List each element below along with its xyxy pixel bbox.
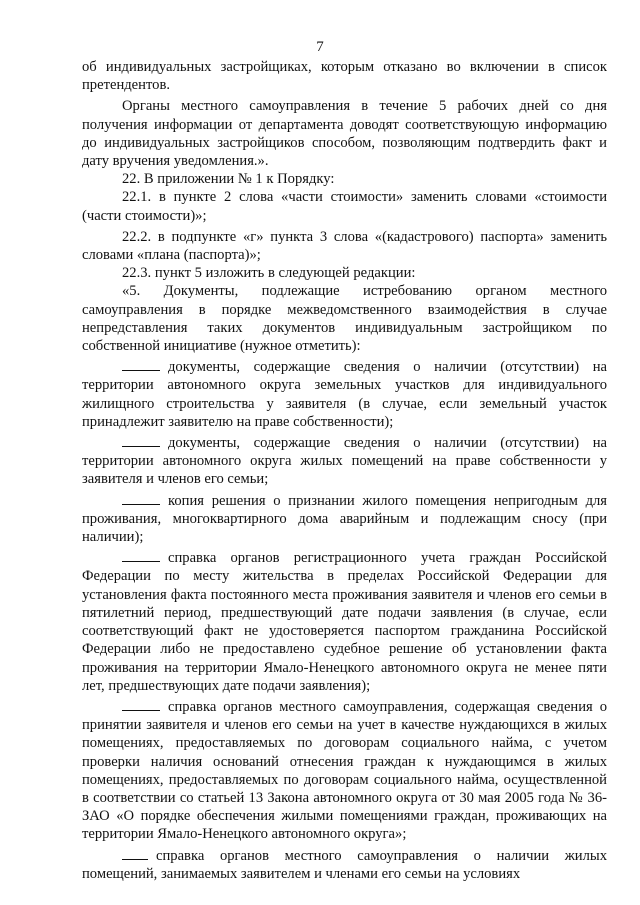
checklist-item-text: документы, содержащие сведения о наличии (отсутствии) на территории автономного округа жилых помещений на праве собственности у заявителя и членов его семьи; — [82, 435, 607, 488]
paragraph: «5. Документы, подлежащие истребованию органом местного самоуправления в порядке межведомственного взаимодействия в случае непредставления таких документов индивидуальным застройщиком по собственной инициативе (нужное отметить): — [82, 283, 607, 355]
checkbox-blank-line[interactable] — [122, 549, 160, 562]
checklist-item-text: справка органов местного самоуправления, содержащая сведения о принятии заявителя и членов его семьи на учет в качестве нуждающихся в жилых помещениях, предоставляемых по договорам социального найма, с учетом проверки наличия оснований отнесения граждан к нуждающимся в жилых помещениях, предоставляемых по договорам социального найма, осуществленной в соответствии со статьей 13 Закона автономного округа от 30 мая 2005 года № 36-ЗАО «О порядке обеспечения жилыми помещениями граждан, проживающих на территории Ямало-Ненецкого автономного округа»; — [82, 698, 607, 843]
document-body — [82, 58, 607, 883]
checkbox-blank-line[interactable] — [122, 434, 160, 447]
paragraph: 22. В приложении № 1 к Порядку: — [122, 171, 335, 188]
checkbox-blank-line[interactable] — [122, 847, 148, 860]
paragraph: 22.1. в пункте 2 слова «части стоимости» заменить словами «стоимости (части стоимости)»; — [82, 189, 607, 224]
paragraph: об индивидуальных застройщиках, которым отказано во включении в список претендентов. — [82, 59, 607, 94]
checklist-item — [82, 358, 607, 431]
checkbox-blank-line[interactable] — [122, 492, 160, 505]
checklist-item-text: справка органов местного самоуправления о наличии жилых помещений, занимаемых заявителем и членами его семьи на условиях — [82, 847, 607, 882]
checklist-item — [82, 549, 607, 695]
checklist-item — [82, 492, 607, 547]
paragraph: 22.2. в подпункте «г» пункта 3 слова «(кадастрового) паспорта» заменить словами «плана (паспорта)»; — [82, 228, 607, 264]
checklist-item — [82, 847, 607, 883]
checkbox-blank-line[interactable] — [122, 358, 160, 371]
page-number: 7 — [316, 39, 324, 55]
paragraph: 22.3. пункт 5 изложить в следующей редакции: — [122, 265, 416, 282]
checklist-item-text: копия решения о признании жилого помещения непригодным для проживания, многоквартирного дома аварийным и подлежащим сносу (при наличии); — [82, 492, 607, 546]
checklist-item — [82, 434, 607, 489]
checklist-item-text: справка органов регистрационного учета граждан Российской Федерации по месту жительства в пределах Российской Федерации для установления факта постоянного места проживания заявителя и членов его семьи в пятилетний период, предшествующий дате подачи заявления (в случае, если соответствующий факт не удостоверяется паспортом гражданина Российской Федерации либо не предоставлено судебное решение об установлении факта проживания на территории Ямало-Ненецкого автономного округа не менее пяти лет, предшествующих дате подачи заявления); — [82, 550, 607, 694]
checklist-item — [82, 698, 607, 844]
checkbox-blank-line[interactable] — [122, 698, 160, 711]
paragraph: Органы местного самоуправления в течение 5 рабочих дней со дня получения информации от департамента доводят соответствующую информацию до индивидуальных застройщиков способом, позволяющим подтвердить факт и дату вручения уведомления.». — [82, 98, 607, 170]
checklist-item-text: документы, содержащие сведения о наличии (отсутствии) на территории автономного округа земельных участков для индивидуального жилищного строительства у заявителя (в случае, если земельный участок принадлежит заявителю на праве собственности); — [82, 359, 607, 430]
